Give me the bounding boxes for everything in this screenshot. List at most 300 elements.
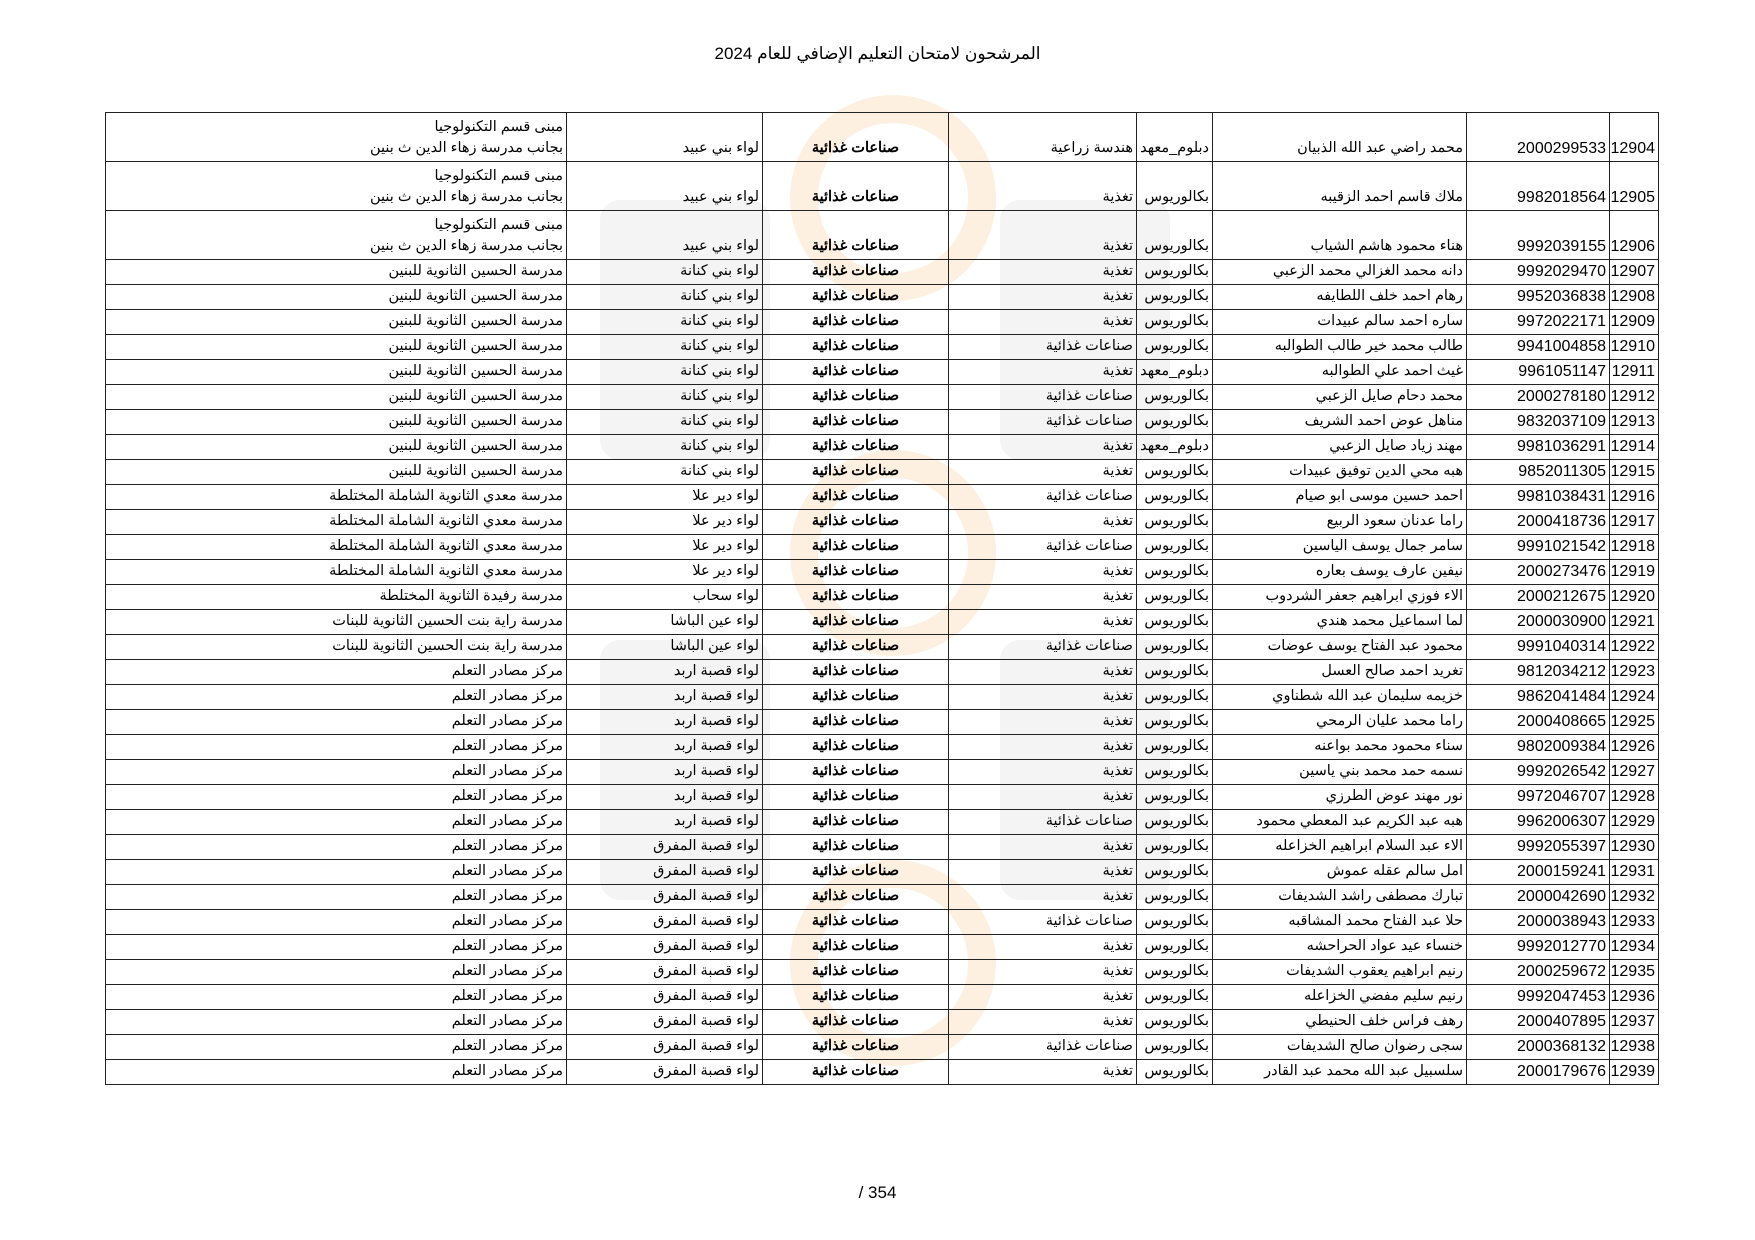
name-cell: سامر جمال يوسف الياسين <box>1213 535 1467 560</box>
exam-cell: صناعات غذائية <box>763 885 949 910</box>
exam-cell: صناعات غذائية <box>763 910 949 935</box>
exam-cell: صناعات غذائية <box>763 935 949 960</box>
name-cell: طالب محمد خير طالب الطوالبه <box>1213 335 1467 360</box>
degree-cell: بكالوريوس <box>1137 785 1213 810</box>
national-id-cell: 9802009384 <box>1467 735 1610 760</box>
table-row <box>106 710 1659 735</box>
seq-cell: 12923 <box>1610 660 1659 685</box>
exam-cell: صناعات غذائية <box>763 113 949 162</box>
center-cell: مركز مصادر التعلم <box>106 1060 567 1085</box>
exam-cell: صناعات غذائية <box>763 735 949 760</box>
degree-cell: بكالوريوس <box>1137 910 1213 935</box>
table-row <box>106 485 1659 510</box>
name-cell: خنساء عيد عواد الحراحشه <box>1213 935 1467 960</box>
degree-cell: بكالوريوس <box>1137 410 1213 435</box>
district-cell: لواء بني عبيد <box>567 162 763 211</box>
seq-cell: 12927 <box>1610 760 1659 785</box>
table-row <box>106 785 1659 810</box>
seq-cell: 12925 <box>1610 710 1659 735</box>
degree-cell: بكالوريوس <box>1137 735 1213 760</box>
degree-cell: بكالوريوس <box>1137 685 1213 710</box>
district-cell: لواء قصبة اربد <box>567 810 763 835</box>
district-cell: لواء قصبة اربد <box>567 660 763 685</box>
degree-cell: بكالوريوس <box>1137 935 1213 960</box>
center-cell: مدرسة معدي الثانوية الشاملة المختلطة <box>106 485 567 510</box>
center-cell: مركز مصادر التعلم <box>106 885 567 910</box>
district-cell: لواء بني كنانة <box>567 310 763 335</box>
center-cell: مركز مصادر التعلم <box>106 685 567 710</box>
seq-cell: 12921 <box>1610 610 1659 635</box>
national-id-cell: 2000273476 <box>1467 560 1610 585</box>
seq-cell: 12938 <box>1610 1035 1659 1060</box>
exam-cell: صناعات غذائية <box>763 485 949 510</box>
national-id-cell: 9972046707 <box>1467 785 1610 810</box>
district-cell: لواء قصبة المفرق <box>567 835 763 860</box>
center-cell: مركز مصادر التعلم <box>106 1035 567 1060</box>
seq-cell: 12928 <box>1610 785 1659 810</box>
exam-cell: صناعات غذائية <box>763 685 949 710</box>
name-cell: ملاك قاسم احمد الزقيبه <box>1213 162 1467 211</box>
district-cell: لواء دير علا <box>567 560 763 585</box>
page-title: المرشحون لامتحان التعليم الإضافي للعام 2024 <box>714 44 1041 63</box>
seq-cell: 12934 <box>1610 935 1659 960</box>
center-cell: مدرسة الحسين الثانوية للبنين <box>106 410 567 435</box>
district-cell: لواء بني كنانة <box>567 335 763 360</box>
national-id-cell: 2000179676 <box>1467 1060 1610 1085</box>
center-cell: مبنى قسم التكنولوجيا بجانب مدرسة زهاء الدين ث بنين <box>106 113 567 162</box>
specialization-cell: تغذية <box>949 585 1137 610</box>
name-cell: تغريد احمد صالح العسل <box>1213 660 1467 685</box>
specialization-cell: صناعات غذائية <box>949 1035 1137 1060</box>
exam-cell: صناعات غذائية <box>763 1035 949 1060</box>
seq-cell: 12905 <box>1610 162 1659 211</box>
specialization-cell: تغذية <box>949 685 1137 710</box>
name-cell: راما عدنان سعود الربيع <box>1213 510 1467 535</box>
seq-cell: 12907 <box>1610 260 1659 285</box>
national-id-cell: 9981036291 <box>1467 435 1610 460</box>
specialization-cell: تغذية <box>949 885 1137 910</box>
degree-cell: بكالوريوس <box>1137 985 1213 1010</box>
national-id-cell: 2000159241 <box>1467 860 1610 885</box>
exam-cell: صناعات غذائية <box>763 585 949 610</box>
district-cell: لواء بني عبيد <box>567 113 763 162</box>
name-cell: غيث احمد علي الطوالبه <box>1213 360 1467 385</box>
degree-cell: بكالوريوس <box>1137 660 1213 685</box>
district-cell: لواء بني كنانة <box>567 435 763 460</box>
seq-cell: 12930 <box>1610 835 1659 860</box>
exam-cell: صناعات غذائية <box>763 860 949 885</box>
table-row <box>106 635 1659 660</box>
name-cell: هناء محمود هاشم الشياب <box>1213 211 1467 260</box>
seq-cell: 12904 <box>1610 113 1659 162</box>
table-row <box>106 260 1659 285</box>
seq-cell: 12935 <box>1610 960 1659 985</box>
specialization-cell: صناعات غذائية <box>949 385 1137 410</box>
name-cell: نور مهند عوض الطرزي <box>1213 785 1467 810</box>
district-cell: لواء قصبة اربد <box>567 735 763 760</box>
degree-cell: بكالوريوس <box>1137 560 1213 585</box>
seq-cell: 12922 <box>1610 635 1659 660</box>
center-cell: مركز مصادر التعلم <box>106 760 567 785</box>
seq-cell: 12920 <box>1610 585 1659 610</box>
page-number: 354 / <box>858 1183 897 1202</box>
district-cell: لواء بني كنانة <box>567 285 763 310</box>
national-id-cell: 9952036838 <box>1467 285 1610 310</box>
table-row <box>106 860 1659 885</box>
district-cell: لواء بني كنانة <box>567 260 763 285</box>
table-row <box>106 885 1659 910</box>
specialization-cell: صناعات غذائية <box>949 535 1137 560</box>
specialization-cell: تغذية <box>949 735 1137 760</box>
degree-cell: بكالوريوس <box>1137 835 1213 860</box>
exam-cell: صناعات غذائية <box>763 835 949 860</box>
exam-cell: صناعات غذائية <box>763 985 949 1010</box>
seq-cell: 12914 <box>1610 435 1659 460</box>
degree-cell: دبلوم_معهد <box>1137 360 1213 385</box>
degree-cell: بكالوريوس <box>1137 860 1213 885</box>
name-cell: امل سالم عقله عموش <box>1213 860 1467 885</box>
specialization-cell: صناعات غذائية <box>949 410 1137 435</box>
table-row <box>106 410 1659 435</box>
national-id-cell: 9832037109 <box>1467 410 1610 435</box>
table-row <box>106 560 1659 585</box>
center-cell: مدرسة معدي الثانوية الشاملة المختلطة <box>106 560 567 585</box>
degree-cell: بكالوريوس <box>1137 211 1213 260</box>
national-id-cell: 9981038431 <box>1467 485 1610 510</box>
degree-cell: بكالوريوس <box>1137 510 1213 535</box>
district-cell: لواء بني كنانة <box>567 410 763 435</box>
center-cell: مدرسة الحسين الثانوية للبنين <box>106 260 567 285</box>
district-cell: لواء قصبة المفرق <box>567 860 763 885</box>
name-cell: سجى رضوان صالح الشديفات <box>1213 1035 1467 1060</box>
seq-cell: 12926 <box>1610 735 1659 760</box>
national-id-cell: 9941004858 <box>1467 335 1610 360</box>
degree-cell: بكالوريوس <box>1137 535 1213 560</box>
specialization-cell: تغذية <box>949 610 1137 635</box>
center-cell: مركز مصادر التعلم <box>106 910 567 935</box>
specialization-cell: تغذية <box>949 460 1137 485</box>
name-cell: ساره احمد سالم عبيدات <box>1213 310 1467 335</box>
seq-cell: 12913 <box>1610 410 1659 435</box>
table-row <box>106 810 1659 835</box>
specialization-cell: تغذية <box>949 510 1137 535</box>
specialization-cell: هندسة زراعية <box>949 113 1137 162</box>
specialization-cell: تغذية <box>949 360 1137 385</box>
specialization-cell: تغذية <box>949 710 1137 735</box>
exam-cell: صناعات غذائية <box>763 1010 949 1035</box>
exam-cell: صناعات غذائية <box>763 760 949 785</box>
seq-cell: 12932 <box>1610 885 1659 910</box>
district-cell: لواء قصبة المفرق <box>567 910 763 935</box>
specialization-cell: تغذية <box>949 1010 1137 1035</box>
name-cell: دانه محمد الغزالي محمد الزعبي <box>1213 260 1467 285</box>
degree-cell: بكالوريوس <box>1137 710 1213 735</box>
table-row <box>106 685 1659 710</box>
candidates-table <box>105 112 1659 1085</box>
specialization-cell: تغذية <box>949 935 1137 960</box>
national-id-cell: 9992026542 <box>1467 760 1610 785</box>
district-cell: لواء قصبة اربد <box>567 760 763 785</box>
center-cell: مدرسة الحسين الثانوية للبنين <box>106 460 567 485</box>
exam-cell: صناعات غذائية <box>763 410 949 435</box>
degree-cell: بكالوريوس <box>1137 335 1213 360</box>
district-cell: لواء قصبة المفرق <box>567 935 763 960</box>
center-cell: مدرسة معدي الثانوية الشاملة المختلطة <box>106 510 567 535</box>
name-cell: محمد دحام صايل الزعبي <box>1213 385 1467 410</box>
specialization-cell: تغذية <box>949 285 1137 310</box>
national-id-cell: 2000038943 <box>1467 910 1610 935</box>
specialization-cell: صناعات غذائية <box>949 485 1137 510</box>
seq-cell: 12909 <box>1610 310 1659 335</box>
national-id-cell: 9991021542 <box>1467 535 1610 560</box>
seq-cell: 12915 <box>1610 460 1659 485</box>
name-cell: مناهل عوض احمد الشريف <box>1213 410 1467 435</box>
name-cell: سناء محمود محمد بواعنه <box>1213 735 1467 760</box>
exam-cell: صناعات غذائية <box>763 535 949 560</box>
seq-cell: 12906 <box>1610 211 1659 260</box>
name-cell: الاء عبد السلام ابراهيم الخزاعله <box>1213 835 1467 860</box>
district-cell: لواء بني كنانة <box>567 385 763 410</box>
specialization-cell: تغذية <box>949 310 1137 335</box>
table-row <box>106 435 1659 460</box>
name-cell: لما اسماعيل محمد هندي <box>1213 610 1467 635</box>
national-id-cell: 2000407895 <box>1467 1010 1610 1035</box>
table-row <box>106 535 1659 560</box>
specialization-cell: تغذية <box>949 985 1137 1010</box>
national-id-cell: 2000278180 <box>1467 385 1610 410</box>
center-cell: مدرسة الحسين الثانوية للبنين <box>106 435 567 460</box>
national-id-cell: 9961051147 <box>1467 360 1610 385</box>
district-cell: لواء قصبة المفرق <box>567 1010 763 1035</box>
exam-cell: صناعات غذائية <box>763 660 949 685</box>
exam-cell: صناعات غذائية <box>763 785 949 810</box>
exam-cell: صناعات غذائية <box>763 435 949 460</box>
table-row <box>106 285 1659 310</box>
seq-cell: 12910 <box>1610 335 1659 360</box>
table-row <box>106 960 1659 985</box>
exam-cell: صناعات غذائية <box>763 385 949 410</box>
national-id-cell: 2000299533 <box>1467 113 1610 162</box>
district-cell: لواء سحاب <box>567 585 763 610</box>
center-cell: مدرسة الحسين الثانوية للبنين <box>106 285 567 310</box>
exam-cell: صناعات غذائية <box>763 260 949 285</box>
specialization-cell: تغذية <box>949 211 1137 260</box>
specialization-cell: تغذية <box>949 1060 1137 1085</box>
table-row <box>106 835 1659 860</box>
name-cell: حلا عبد الفتاح محمد المشاقبه <box>1213 910 1467 935</box>
table-row <box>106 935 1659 960</box>
national-id-cell: 2000418736 <box>1467 510 1610 535</box>
center-cell: مدرسة الحسين الثانوية للبنين <box>106 310 567 335</box>
national-id-cell: 9812034212 <box>1467 660 1610 685</box>
exam-cell: صناعات غذائية <box>763 1060 949 1085</box>
table-row <box>106 385 1659 410</box>
name-cell: مهند زياد صايل الزعبي <box>1213 435 1467 460</box>
name-cell: هبه عبد الكريم عبد المعطي محمود <box>1213 810 1467 835</box>
exam-cell: صناعات غذائية <box>763 635 949 660</box>
district-cell: لواء عين الباشا <box>567 635 763 660</box>
center-cell: مركز مصادر التعلم <box>106 1010 567 1035</box>
district-cell: لواء قصبة اربد <box>567 685 763 710</box>
specialization-cell: تغذية <box>949 162 1137 211</box>
district-cell: لواء دير علا <box>567 535 763 560</box>
name-cell: رنيم سليم مفضي الخزاعله <box>1213 985 1467 1010</box>
center-cell: مركز مصادر التعلم <box>106 785 567 810</box>
exam-cell: صناعات غذائية <box>763 810 949 835</box>
degree-cell: بكالوريوس <box>1137 485 1213 510</box>
seq-cell: 12919 <box>1610 560 1659 585</box>
exam-cell: صناعات غذائية <box>763 335 949 360</box>
center-cell: مركز مصادر التعلم <box>106 935 567 960</box>
exam-cell: صناعات غذائية <box>763 310 949 335</box>
national-id-cell: 2000042690 <box>1467 885 1610 910</box>
degree-cell: بكالوريوس <box>1137 385 1213 410</box>
center-cell: مركز مصادر التعلم <box>106 735 567 760</box>
seq-cell: 12924 <box>1610 685 1659 710</box>
national-id-cell: 2000259672 <box>1467 960 1610 985</box>
center-cell: مبنى قسم التكنولوجيا بجانب مدرسة زهاء الدين ث بنين <box>106 211 567 260</box>
name-cell: محمد راضي عبد الله الذبيان <box>1213 113 1467 162</box>
center-cell: مدرسة الحسين الثانوية للبنين <box>106 335 567 360</box>
specialization-cell: تغذية <box>949 435 1137 460</box>
exam-cell: صناعات غذائية <box>763 360 949 385</box>
seq-cell: 12937 <box>1610 1010 1659 1035</box>
table-row <box>106 510 1659 535</box>
degree-cell: بكالوريوس <box>1137 885 1213 910</box>
name-cell: رهف فراس خلف الحنيطي <box>1213 1010 1467 1035</box>
district-cell: لواء عين الباشا <box>567 610 763 635</box>
degree-cell: بكالوريوس <box>1137 1010 1213 1035</box>
table-row <box>106 910 1659 935</box>
exam-cell: صناعات غذائية <box>763 960 949 985</box>
seq-cell: 12933 <box>1610 910 1659 935</box>
district-cell: لواء قصبة اربد <box>567 785 763 810</box>
table-row <box>106 310 1659 335</box>
national-id-cell: 9992012770 <box>1467 935 1610 960</box>
exam-cell: صناعات غذائية <box>763 162 949 211</box>
table-row <box>106 211 1659 260</box>
national-id-cell: 9992055397 <box>1467 835 1610 860</box>
seq-cell: 12929 <box>1610 810 1659 835</box>
national-id-cell: 9852011305 <box>1467 460 1610 485</box>
national-id-cell: 9982018564 <box>1467 162 1610 211</box>
exam-cell: صناعات غذائية <box>763 211 949 260</box>
exam-cell: صناعات غذائية <box>763 560 949 585</box>
seq-cell: 12908 <box>1610 285 1659 310</box>
degree-cell: بكالوريوس <box>1137 285 1213 310</box>
degree-cell: بكالوريوس <box>1137 260 1213 285</box>
degree-cell: بكالوريوس <box>1137 1060 1213 1085</box>
exam-cell: صناعات غذائية <box>763 610 949 635</box>
center-cell: مركز مصادر التعلم <box>106 835 567 860</box>
name-cell: راما محمد عليان الرمحي <box>1213 710 1467 735</box>
national-id-cell: 2000368132 <box>1467 1035 1610 1060</box>
table-row <box>106 660 1659 685</box>
center-cell: مركز مصادر التعلم <box>106 810 567 835</box>
center-cell: مدرسة معدي الثانوية الشاملة المختلطة <box>106 535 567 560</box>
specialization-cell: صناعات غذائية <box>949 335 1137 360</box>
table-row <box>106 1010 1659 1035</box>
exam-cell: صناعات غذائية <box>763 510 949 535</box>
national-id-cell: 9992039155 <box>1467 211 1610 260</box>
name-cell: نيفين عارف يوسف بعاره <box>1213 560 1467 585</box>
degree-cell: بكالوريوس <box>1137 585 1213 610</box>
center-cell: مدرسة الحسين الثانوية للبنين <box>106 385 567 410</box>
degree-cell: بكالوريوس <box>1137 635 1213 660</box>
seq-cell: 12912 <box>1610 385 1659 410</box>
table-row <box>106 760 1659 785</box>
name-cell: رنيم ابراهيم يعقوب الشديفات <box>1213 960 1467 985</box>
specialization-cell: تغذية <box>949 835 1137 860</box>
district-cell: لواء بني عبيد <box>567 211 763 260</box>
center-cell: مركز مصادر التعلم <box>106 860 567 885</box>
table-row <box>106 985 1659 1010</box>
name-cell: سلسبيل عبد الله محمد عبد القادر <box>1213 1060 1467 1085</box>
name-cell: الاء فوزي ابراهيم جعفر الشردوب <box>1213 585 1467 610</box>
name-cell: رهام احمد خلف اللطايفه <box>1213 285 1467 310</box>
specialization-cell: تغذية <box>949 860 1137 885</box>
national-id-cell: 2000408665 <box>1467 710 1610 735</box>
specialization-cell: تغذية <box>949 560 1137 585</box>
name-cell: احمد حسين موسى ابو صيام <box>1213 485 1467 510</box>
seq-cell: 12918 <box>1610 535 1659 560</box>
specialization-cell: صناعات غذائية <box>949 635 1137 660</box>
national-id-cell: 2000212675 <box>1467 585 1610 610</box>
specialization-cell: تغذية <box>949 785 1137 810</box>
exam-cell: صناعات غذائية <box>763 460 949 485</box>
center-cell: مركز مصادر التعلم <box>106 960 567 985</box>
exam-cell: صناعات غذائية <box>763 285 949 310</box>
table-row <box>106 460 1659 485</box>
specialization-cell: تغذية <box>949 260 1137 285</box>
national-id-cell: 9992047453 <box>1467 985 1610 1010</box>
center-cell: مدرسة راية بنت الحسين الثانوية للبنات <box>106 635 567 660</box>
specialization-cell: صناعات غذائية <box>949 810 1137 835</box>
district-cell: لواء دير علا <box>567 510 763 535</box>
seq-cell: 12939 <box>1610 1060 1659 1085</box>
degree-cell: دبلوم_معهد <box>1137 113 1213 162</box>
degree-cell: بكالوريوس <box>1137 760 1213 785</box>
specialization-cell: صناعات غذائية <box>949 910 1137 935</box>
center-cell: مركز مصادر التعلم <box>106 985 567 1010</box>
degree-cell: بكالوريوس <box>1137 162 1213 211</box>
seq-cell: 12936 <box>1610 985 1659 1010</box>
name-cell: خزيمه سليمان عبد الله شطناوي <box>1213 685 1467 710</box>
degree-cell: بكالوريوس <box>1137 310 1213 335</box>
degree-cell: بكالوريوس <box>1137 810 1213 835</box>
national-id-cell: 2000030900 <box>1467 610 1610 635</box>
table-row <box>106 1060 1659 1085</box>
table-row <box>106 360 1659 385</box>
table-row <box>106 1035 1659 1060</box>
degree-cell: بكالوريوس <box>1137 610 1213 635</box>
center-cell: مدرسة رفيدة الثانوية المختلطة <box>106 585 567 610</box>
specialization-cell: تغذية <box>949 760 1137 785</box>
table-row <box>106 585 1659 610</box>
district-cell: لواء قصبة المفرق <box>567 1060 763 1085</box>
national-id-cell: 9992029470 <box>1467 260 1610 285</box>
specialization-cell: تغذية <box>949 960 1137 985</box>
table-row <box>106 735 1659 760</box>
degree-cell: بكالوريوس <box>1137 960 1213 985</box>
center-cell: مدرسة راية بنت الحسين الثانوية للبنات <box>106 610 567 635</box>
district-cell: لواء دير علا <box>567 485 763 510</box>
seq-cell: 12916 <box>1610 485 1659 510</box>
national-id-cell: 9972022171 <box>1467 310 1610 335</box>
name-cell: هبه محي الدين توفيق عبيدات <box>1213 460 1467 485</box>
national-id-cell: 9862041484 <box>1467 685 1610 710</box>
seq-cell: 12931 <box>1610 860 1659 885</box>
